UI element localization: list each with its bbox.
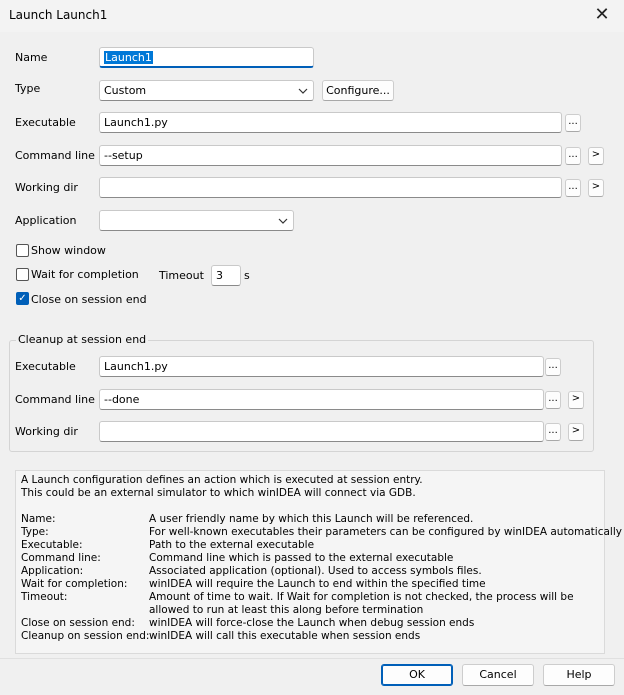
type-label: Type — [15, 82, 41, 95]
show-window-checkbox[interactable] — [16, 244, 29, 257]
help-value: winIDEA will call this executable when session ends — [149, 630, 421, 642]
executable-label: Executable — [15, 116, 76, 129]
wait-for-completion-checkbox[interactable] — [16, 268, 29, 281]
application-dropdown[interactable] — [99, 210, 294, 231]
configure-button[interactable]: Configure... — [322, 80, 394, 101]
cleanup-executable-label: Executable — [15, 360, 76, 373]
command-line-browse-button[interactable]: ... — [565, 147, 581, 165]
chevron-down-icon — [297, 81, 309, 100]
cleanup-working-dir-label: Working dir — [15, 425, 78, 438]
cleanup-command-line-input[interactable]: --done — [99, 389, 544, 410]
help-button[interactable]: Help — [543, 664, 615, 686]
cleanup-executable-input[interactable]: Launch1.py — [99, 356, 544, 377]
working-dir-arrow-button[interactable]: > — [588, 179, 604, 197]
help-value: Path to the external executable — [149, 539, 315, 551]
help-intro-line-1: A Launch configuration defines an action which is executed at session entry. — [21, 474, 423, 486]
working-dir-browse-button[interactable]: ... — [565, 179, 581, 197]
cleanup-working-dir-arrow-button[interactable]: > — [568, 423, 584, 441]
command-line-input[interactable]: --setup — [99, 145, 562, 166]
help-value: winIDEA will require the Launch to end within the specified time — [149, 578, 486, 590]
cleanup-working-dir-browse-button[interactable]: ... — [545, 423, 561, 441]
help-value: Amount of time to wait. If Wait for completion is not checked, the process will be — [149, 591, 574, 603]
application-label: Application — [15, 214, 77, 227]
help-key: Name: — [21, 513, 56, 525]
chevron-down-icon — [277, 211, 289, 230]
working-dir-label: Working dir — [15, 181, 78, 194]
help-intro-line-2: This could be an external simulator to which winIDEA will connect via GDB. — [21, 487, 416, 499]
working-dir-input[interactable] — [99, 177, 562, 198]
help-value: Associated application (optional). Used to access symbols files. — [149, 565, 482, 577]
cleanup-command-line-label: Command line — [15, 393, 95, 406]
timeout-input[interactable]: 3 — [211, 265, 241, 286]
close-on-session-end-label: Close on session end — [31, 293, 147, 306]
name-label: Name — [15, 51, 48, 64]
help-key: Close on session end: — [21, 617, 135, 629]
help-key: Type: — [21, 526, 49, 538]
cleanup-command-line-arrow-button[interactable]: > — [568, 391, 584, 409]
timeout-unit: s — [244, 269, 250, 282]
help-value: A user friendly name by which this Launch will be referenced. — [149, 513, 474, 525]
help-value: allowed to run at least this along before termination — [149, 604, 424, 616]
help-key: Cleanup on session end: — [21, 630, 150, 642]
command-line-arrow-button[interactable]: > — [588, 147, 604, 165]
cleanup-command-line-browse-button[interactable]: ... — [545, 391, 561, 409]
help-key: Timeout: — [21, 591, 68, 603]
cleanup-group-title: Cleanup at session end — [18, 333, 147, 346]
close-on-session-end-checkbox[interactable]: ✓ — [16, 292, 29, 305]
help-value: winIDEA will force-close the Launch when debug session ends — [149, 617, 475, 629]
help-key: Wait for completion: — [21, 578, 128, 590]
show-window-label: Show window — [31, 244, 106, 257]
help-key: Command line: — [21, 552, 101, 564]
help-key: Application: — [21, 565, 84, 577]
name-input[interactable] — [99, 47, 314, 68]
type-dropdown-value: Custom — [104, 84, 147, 97]
title-bar — [0, 0, 624, 32]
executable-input[interactable]: Launch1.py — [99, 112, 562, 133]
name-input-value: Launch1 — [105, 51, 152, 64]
help-key: Executable: — [21, 539, 83, 551]
ok-button[interactable]: OK — [381, 664, 453, 686]
window-title: Launch Launch1 — [9, 8, 108, 22]
help-value: For well-known executables their parameters can be configured by winIDEA automatically — [149, 526, 622, 538]
executable-browse-button[interactable]: ... — [565, 114, 581, 132]
wait-for-completion-label: Wait for completion — [31, 268, 139, 281]
cleanup-working-dir-input[interactable] — [99, 421, 544, 442]
help-value: Command line which is passed to the external executable — [149, 552, 454, 564]
command-line-label: Command line — [15, 149, 95, 162]
type-dropdown[interactable] — [99, 80, 314, 101]
cancel-button[interactable]: Cancel — [462, 664, 534, 686]
timeout-label: Timeout — [159, 269, 204, 282]
close-icon[interactable]: ✕ — [594, 4, 610, 25]
cleanup-executable-browse-button[interactable]: ... — [545, 358, 561, 376]
